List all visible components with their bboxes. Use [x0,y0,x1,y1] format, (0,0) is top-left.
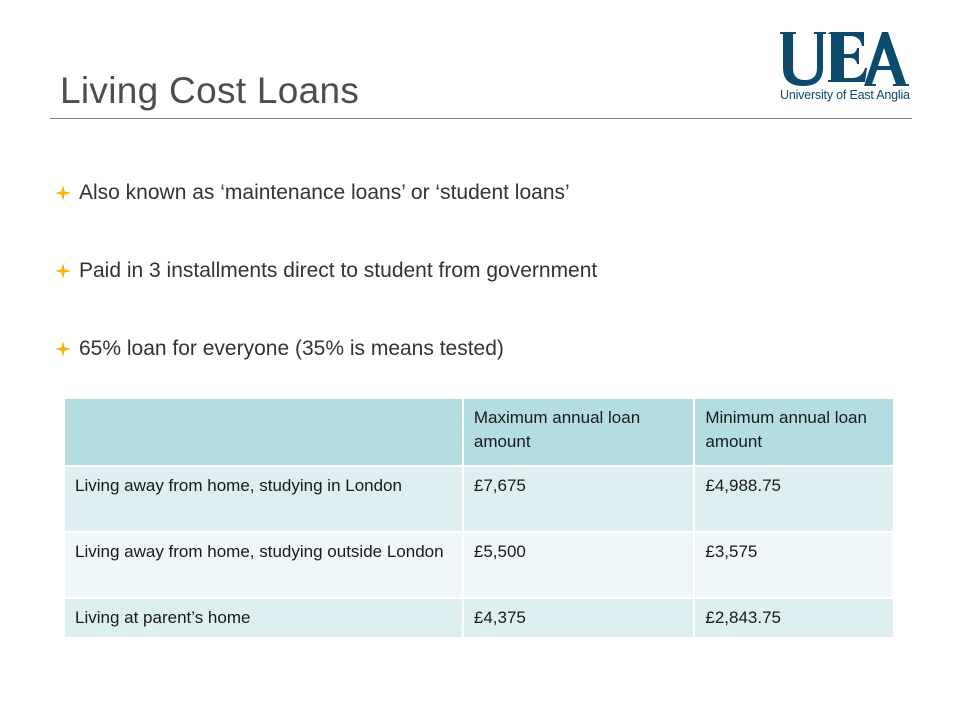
bullet-list [55,178,597,412]
table-row [64,598,894,638]
header-cell-minimum: Minimum annual loan amount [694,398,894,466]
bullet-text: Paid in 3 installments direct to student from government [79,259,598,282]
four-point-star-icon [55,185,71,201]
logo-subtitle: University of East Anglia [780,88,910,102]
bullet-item [55,334,597,364]
row-label: Living at parent’s home [64,598,463,638]
four-point-star-icon [55,263,71,279]
min-amount-cell: £3,575 [694,532,894,598]
loan-amounts-table [63,397,895,639]
max-amount-cell: £7,675 [463,466,695,532]
table-header-row [64,398,894,466]
max-amount-cell: £4,375 [463,598,695,638]
bullet-item [55,178,597,208]
page-title: Living Cost Loans [60,70,360,111]
header-cell-empty [64,398,463,466]
row-label: Living away from home, studying in London [64,466,463,532]
bullet-text: Also known as ‘maintenance loans’ or ‘student loans’ [79,181,570,204]
row-label: Living away from home, studying outside London [64,532,463,598]
header-cell-maximum: Maximum annual loan amount [463,398,695,466]
max-amount-cell: £5,500 [463,532,695,598]
bullet-text: 65% loan for everyone (35% is means tested) [79,337,504,360]
four-point-star-icon [55,341,71,357]
min-amount-cell: £2,843.75 [694,598,894,638]
table-row [64,466,894,532]
min-amount-cell: £4,988.75 [694,466,894,532]
table-row [64,532,894,598]
title-divider [50,118,912,119]
bullet-item [55,256,597,286]
